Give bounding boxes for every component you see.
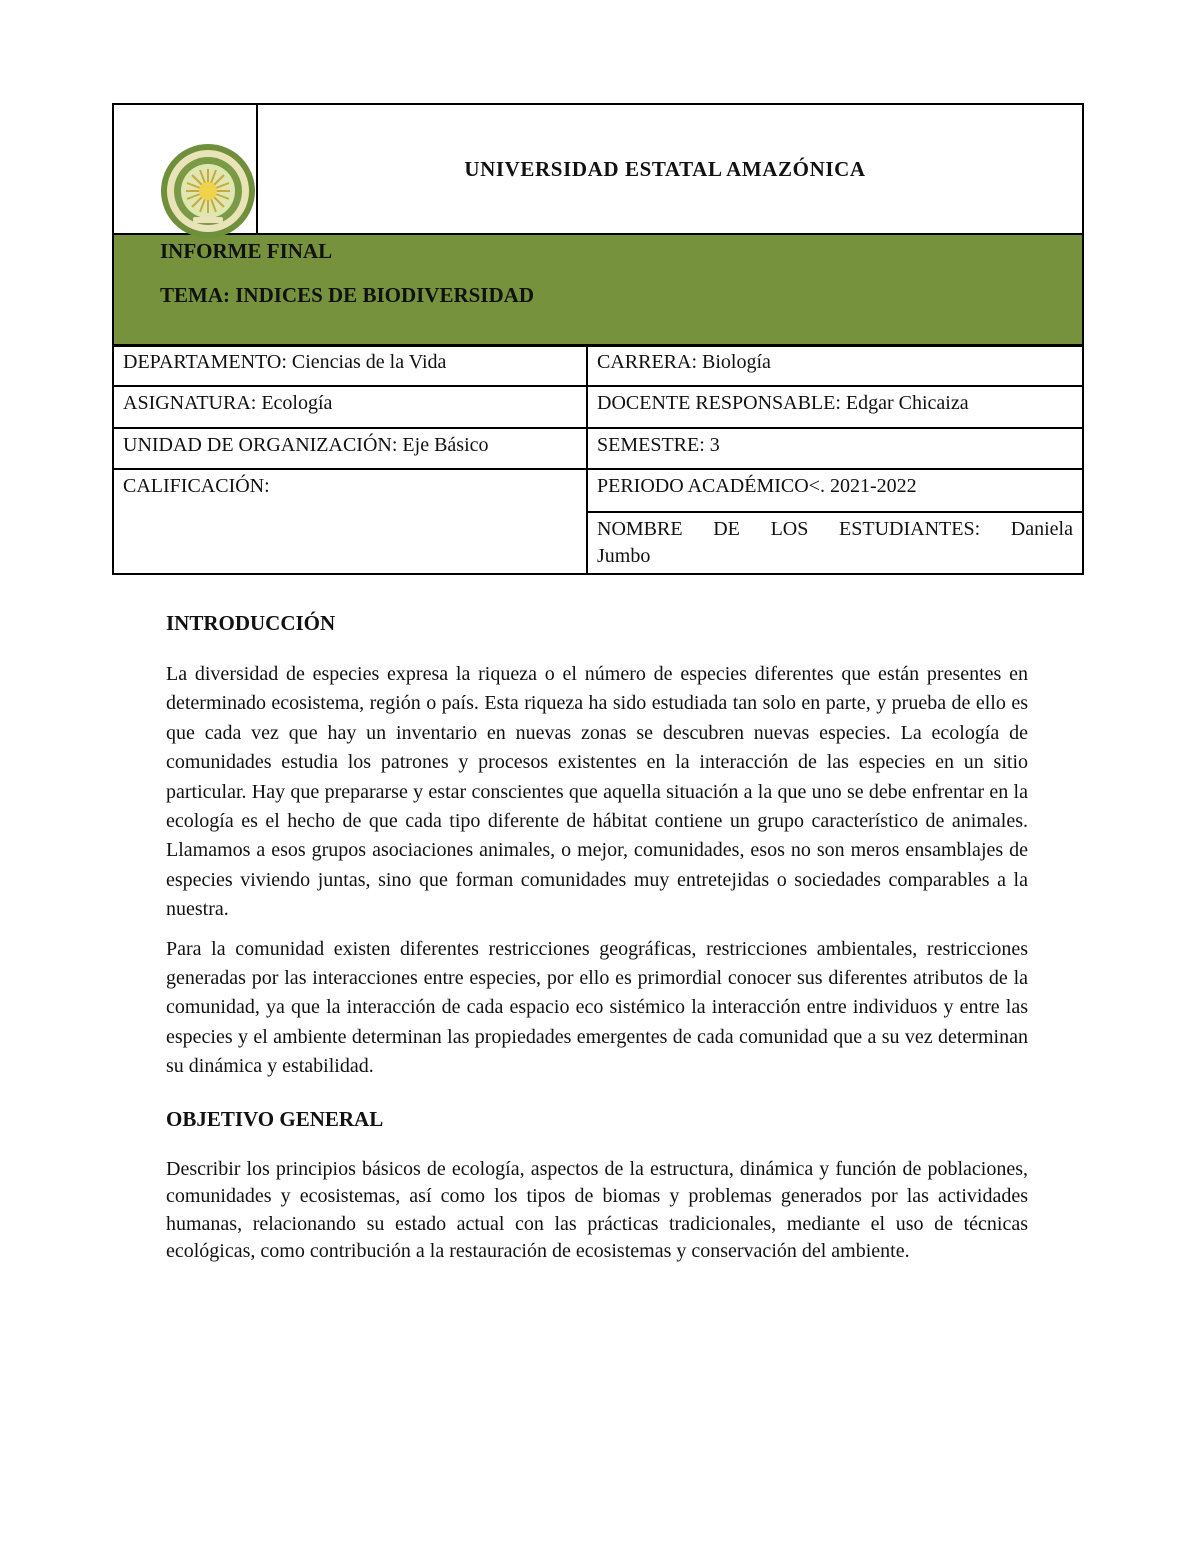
university-cell bbox=[257, 104, 1083, 234]
grade-cell: CALIFICACIÓN: bbox=[113, 469, 587, 574]
students-line-1: NOMBRE DE LOS ESTUDIANTES: Daniela bbox=[597, 518, 1073, 540]
subject-cell: ASIGNATURA: Ecología bbox=[113, 386, 587, 428]
unit-cell: UNIDAD DE ORGANIZACIÓN: Eje Básico bbox=[113, 428, 587, 469]
students-cell bbox=[587, 512, 1083, 574]
report-band bbox=[113, 234, 1083, 346]
introduction-heading: INTRODUCCIÓN bbox=[166, 611, 336, 635]
report-topic: TEMA: INDICES DE BIODIVERSIDAD bbox=[160, 283, 534, 307]
logo-cell bbox=[113, 104, 257, 234]
document-body bbox=[166, 608, 1028, 1266]
semester-cell: SEMESTRE: 3 bbox=[587, 428, 1083, 469]
university-seal-icon bbox=[158, 141, 258, 241]
info-table bbox=[112, 344, 1084, 575]
department-cell: DEPARTAMENTO: Ciencias de la Vida bbox=[113, 345, 587, 386]
career-cell: CARRERA: Biología bbox=[587, 345, 1083, 386]
students-line-2: Jumbo bbox=[597, 545, 651, 567]
report-type: INFORME FINAL bbox=[160, 239, 333, 263]
teacher-cell: DOCENTE RESPONSABLE: Edgar Chicaiza bbox=[587, 386, 1083, 428]
introduction-paragraph-1: La diversidad de especies expresa la riqueza o el número de especies diferentes que están presentes en determinado ecosistema, región o país. Esta riqueza ha sido estudiada tan solo en parte, y prueba de ello es que cada vez que hay un inventario en nuevas zonas se descubren nuevas especies. La ecología de comunidades estudia los patrones y procesos existentes en la interacción de las especies en un sitio particular. Hay que prepararse y estar conscientes que aquella situación a la que uno se debe enfrentar en la ecología es el hecho de que cada tipo diferente de hábitat contiene un grupo característico de animales. Llamamos a esos grupos asociaciones animales, o mejor, comunidades, esos no son meros ensamblajes de especies viviendo juntas, sino que forman comunidades muy entretejidas o sociedades comparables a la nuestra. bbox=[166, 663, 1028, 921]
header-table bbox=[112, 103, 1084, 347]
objective-heading: OBJETIVO GENERAL bbox=[166, 1106, 384, 1131]
objective-paragraph: Describir los principios básicos de ecología, aspectos de la estructura, dinámica y función de poblaciones, comunidades y ecosistemas, así como los tipos de biomas y problemas generados por las actividades humanas, relacionando su estado actual con las prácticas tradicionales, mediante el uso de técnicas ecológicas, como contribución a la restauración de ecosistemas y conservación del ambiente. bbox=[166, 1157, 1028, 1263]
period-cell: PERIODO ACADÉMICO<. 2021-2022 bbox=[587, 469, 1083, 512]
university-name: UNIVERSIDAD ESTATAL AMAZÓNICA bbox=[464, 156, 866, 181]
introduction-paragraph-2: Para la comunidad existen diferentes restricciones geográficas, restricciones ambientales, restricciones generadas por las interacciones entre especies, por ello es primordial conocer sus diferentes atributos de la comunidad, ya que la interacción de cada espacio eco sistémico la interacción entre individuos y entre las especies y el ambiente determinan las propiedades emergentes de cada comunidad que a su vez determinan su dinámica y estabilidad. bbox=[166, 937, 1028, 1078]
